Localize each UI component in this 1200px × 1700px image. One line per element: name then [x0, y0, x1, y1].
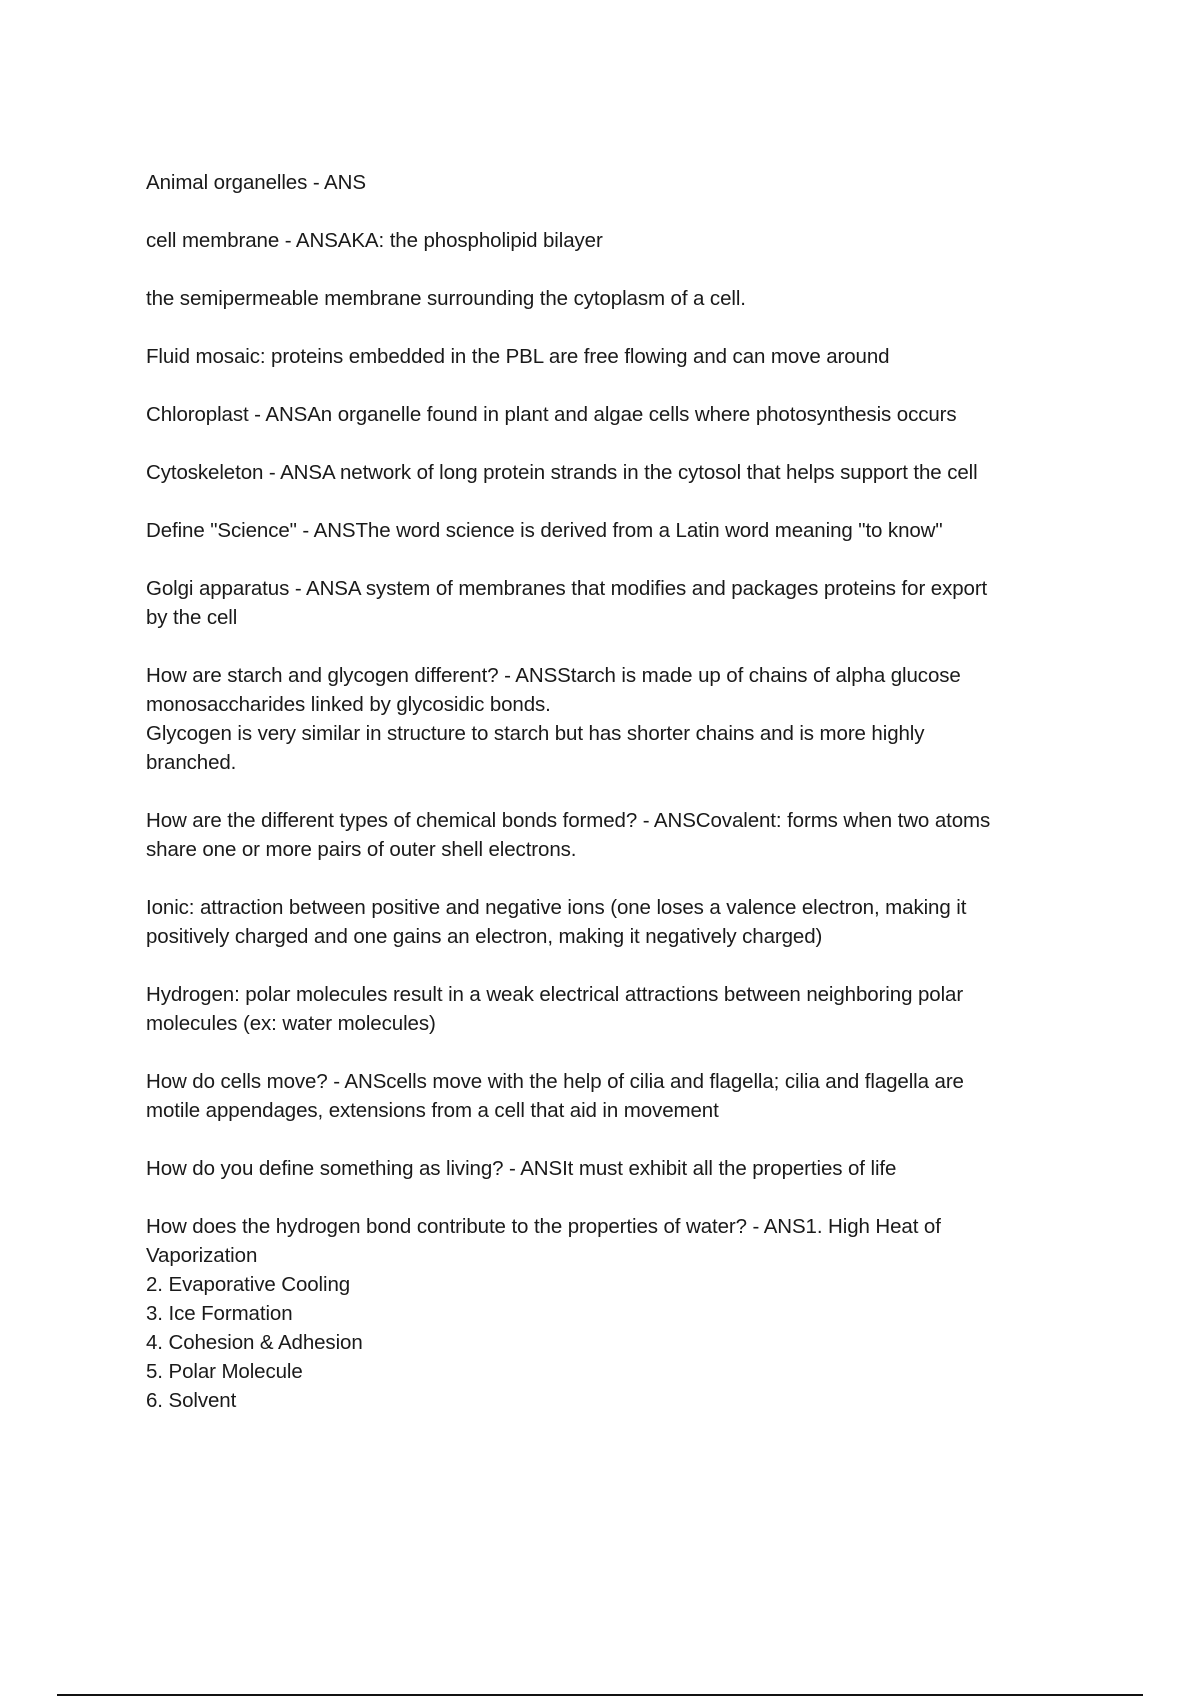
text-line: Ionic: attraction between positive and negative ions (one loses a valence electron, making it	[146, 896, 967, 919]
paragraph	[146, 980, 1086, 1038]
text-line: Animal organelles - ANS	[146, 171, 366, 194]
text-line: motile appendages, extensions from a cell that aid in movement	[146, 1099, 719, 1122]
text-line: Define "Science" - ANSThe word science is derived from a Latin word meaning "to know"	[146, 519, 943, 542]
text-line: cell membrane - ANSAKA: the phospholipid bilayer	[146, 229, 603, 252]
paragraph	[146, 284, 1086, 313]
paragraph	[146, 1154, 1086, 1183]
text-line: positively charged and one gains an electron, making it negatively charged)	[146, 925, 823, 948]
text-line: Vaporization	[146, 1244, 258, 1267]
text-line: branched.	[146, 751, 237, 774]
document-body	[146, 168, 1086, 1444]
paragraph	[146, 400, 1086, 429]
paragraph	[146, 516, 1086, 545]
text-line: How are the different types of chemical bonds formed? - ANSCovalent: forms when two atoms	[146, 809, 991, 832]
footer-divider	[57, 1694, 1143, 1696]
text-line: 5. Polar Molecule	[146, 1360, 303, 1383]
text-line: Glycogen is very similar in structure to starch but has shorter chains and is more highly	[146, 722, 925, 745]
paragraph	[146, 661, 1086, 777]
paragraph	[146, 226, 1086, 255]
text-line: share one or more pairs of outer shell electrons.	[146, 838, 577, 861]
paragraph	[146, 1067, 1086, 1125]
text-line: 3. Ice Formation	[146, 1302, 293, 1325]
text-line: 2. Evaporative Cooling	[146, 1273, 351, 1296]
paragraph	[146, 342, 1086, 371]
text-line: the semipermeable membrane surrounding the cytoplasm of a cell.	[146, 287, 746, 310]
text-line: molecules (ex: water molecules)	[146, 1012, 436, 1035]
text-line: How are starch and glycogen different? - ANSStarch is made up of chains of alpha glucose	[146, 664, 961, 687]
paragraph	[146, 458, 1086, 487]
paragraph	[146, 168, 1086, 197]
text-line: 4. Cohesion & Adhesion	[146, 1331, 363, 1354]
text-line: How does the hydrogen bond contribute to the properties of water? - ANS1. High Heat of	[146, 1215, 941, 1238]
text-line: Golgi apparatus - ANSA system of membranes that modifies and packages proteins for export	[146, 577, 988, 600]
text-line: monosaccharides linked by glycosidic bonds.	[146, 693, 551, 716]
paragraph	[146, 1212, 1086, 1415]
text-line: Fluid mosaic: proteins embedded in the PBL are free flowing and can move around	[146, 345, 890, 368]
text-line: Chloroplast - ANSAn organelle found in plant and algae cells where photosynthesis occurs	[146, 403, 957, 426]
text-line: by the cell	[146, 606, 238, 629]
text-line: Cytoskeleton - ANSA network of long protein strands in the cytosol that helps support the cell	[146, 461, 978, 484]
paragraph	[146, 893, 1086, 951]
text-line: How do cells move? - ANScells move with the help of cilia and flagella; cilia and flagella are	[146, 1070, 964, 1093]
paragraph	[146, 574, 1086, 632]
text-line: How do you define something as living? - ANSIt must exhibit all the properties of life	[146, 1157, 897, 1180]
text-line: Hydrogen: polar molecules result in a weak electrical attractions between neighboring polar	[146, 983, 964, 1006]
paragraph	[146, 806, 1086, 864]
text-line: 6. Solvent	[146, 1389, 237, 1412]
